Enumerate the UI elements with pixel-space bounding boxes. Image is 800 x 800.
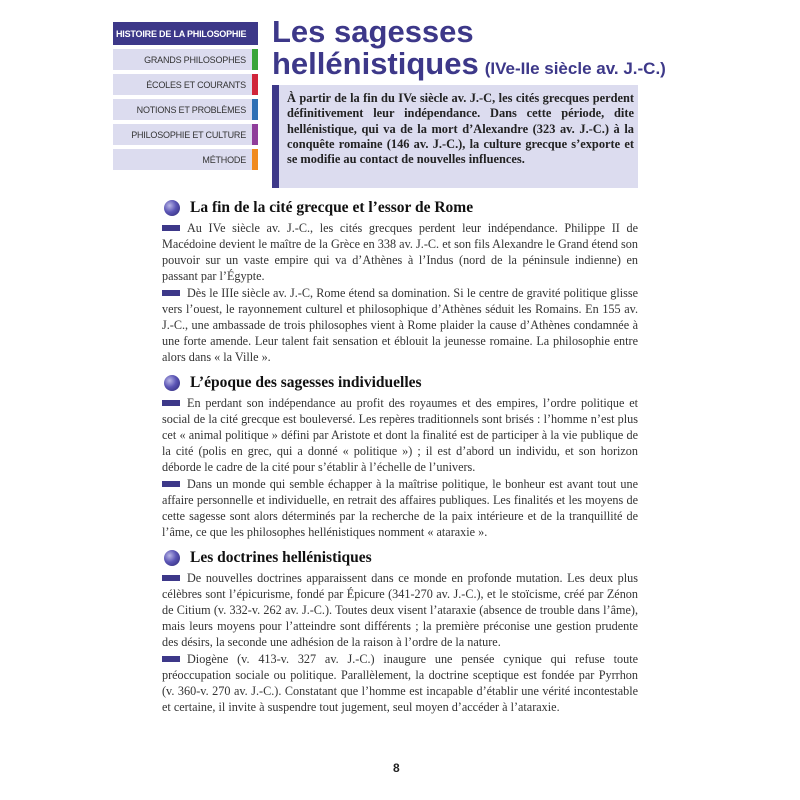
main-content: [162, 190, 638, 716]
nav-item-label: GRANDS PHILOSOPHES: [144, 54, 246, 65]
section-title: La fin de la cité grecque et l’essor de Rome: [190, 199, 474, 216]
sphere-bullet-icon: [164, 200, 180, 216]
nav-color-tab: [252, 99, 258, 120]
nav-item-ecoles[interactable]: [113, 74, 258, 95]
paragraph: [162, 476, 638, 540]
nav-item-methode[interactable]: [113, 149, 258, 170]
title-subtitle: (IVe-IIe siècle av. J.-C.): [484, 59, 666, 78]
chapter-nav: [113, 22, 258, 174]
section-title: Les doctrines hellénistiques: [190, 549, 372, 566]
title-line-2: hellénistiques: [272, 46, 479, 81]
section-heading: [162, 546, 638, 570]
nav-color-tab: [252, 149, 258, 170]
nav-item-label: NOTIONS ET PROBLÈMES: [136, 104, 246, 115]
paragraph: [162, 651, 638, 715]
sphere-bullet-icon: [164, 550, 180, 566]
section-heading: [162, 196, 638, 220]
title-line-1: Les sagesses: [272, 14, 474, 49]
paragraph-text: De nouvelles doctrines apparaissent dans ce monde en profonde mutation. Les deux plus célèbres sont l’épicurisme, fondé par Épicure (341-270 av. J.-C.), et le stoïcisme, créé par Zénon de Citium (v. 332-v. 262 av. J.-C.). Toutes deux visent l’ataraxie (absence de trouble dans l’âme), mais leurs moyens pour l’atteindre sont différents ; la première préconise une gestion prudente des désirs, la seconde une adhésion de la raison à l’ordre de la nature.: [162, 571, 638, 649]
nav-item-philosophie-culture[interactable]: [113, 124, 258, 145]
intro-box: [272, 85, 638, 188]
intro-text: À partir de la fin du IVe siècle av. J.-C, les cités grecques perdent définitivement leur indépendance. Dans cette période, dite hellénistique, qui va de la mort d’Alexandre (323 av. J.-C.) à la conquête romaine (146 av. J.-C.), la culture grecque s’exporte et se modifie au contact de nouvelles influences.: [287, 91, 634, 167]
page-title: [272, 16, 672, 80]
paragraph-marker-icon: [162, 290, 180, 296]
nav-item-notions[interactable]: [113, 99, 258, 120]
nav-item-label: PHILOSOPHIE ET CULTURE: [131, 129, 246, 140]
nav-item-grands-philosophes[interactable]: [113, 49, 258, 70]
section: [162, 371, 638, 540]
paragraph-marker-icon: [162, 400, 180, 406]
paragraph: [162, 285, 638, 365]
nav-color-tab: [252, 74, 258, 95]
nav-item-label: ÉCOLES ET COURANTS: [146, 79, 246, 90]
paragraph-marker-icon: [162, 225, 180, 231]
paragraph-marker-icon: [162, 481, 180, 487]
page-number: 8: [393, 761, 400, 775]
paragraph: [162, 570, 638, 650]
paragraph-text: En perdant son indépendance au profit des royaumes et des empires, l’ordre politique et social de la cité grecque est bouleversé. Les repères traditionnels sont brisés : l’homme n’est plus cet « animal politique » défini par Aristote et dont la finalité est de participer à la vie publique de la cité (polis en grec, qui a donné « politique ») ; il est d’abord un individu, et son horizon déborde le cadre de la cité pour s’établir à l’échelle de l’univers.: [162, 396, 638, 474]
paragraph-text: Au IVe siècle av. J.-C., les cités grecques perdent leur indépendance. Philippe II de Macédoine devient le maître de la Grèce en 338 av. J.-C. et son fils Alexandre le Grand étend son pouvoir sur un vaste empire qui va d’Athènes à l’Indus (nord de la péninsule indienne) en passant par l’Égypte.: [162, 221, 638, 283]
paragraph: [162, 395, 638, 475]
paragraph-text: Diogène (v. 413-v. 327 av. J.-C.) inaugure une pensée cynique qui refuse toute préoccupation sociale ou politique. Parallèlement, la doctrine sceptique est fondée par Pyrrhon (v. 360-v. 270 av. J.-C.). Constatant que l’homme est incapable d’établir une vérité incontestable et certaine, il invite à suspendre tout jugement, seul moyen d’accéder à l’ataraxie.: [162, 652, 638, 714]
paragraph-text: Dès le IIIe siècle av. J.-C, Rome étend sa domination. Si le centre de gravité politique glisse vers l’ouest, le rayonnement culturel et philosophique d’Athènes séduit les Romains. En 155 av. J.-C., une ambassade de trois philosophes vient à Rome plaider la cause d’Athènes condamnée à une forte amende. Leur talent fait sensation et éblouit la jeunesse romaine. La philosophie entre alors dans « la Ville ».: [162, 286, 638, 364]
nav-item-label: HISTOIRE DE LA PHILOSOPHIE: [116, 28, 247, 39]
paragraph-marker-icon: [162, 656, 180, 662]
section-title: L’époque des sagesses individuelles: [190, 374, 422, 391]
sphere-bullet-icon: [164, 375, 180, 391]
nav-color-tab: [252, 49, 258, 70]
nav-item-histoire[interactable]: [113, 22, 258, 45]
paragraph-text: Dans un monde qui semble échapper à la maîtrise politique, le bonheur est avant tout une affaire personnelle et individuelle, en retrait des affaires publiques. Les finalités et les moyens de cette sagesse sont alors déterminés par la recherche de la paix intérieure et de la tranquillité de l’âme, ce que les philosophes hellénistiques nomment « ataraxie ».: [162, 477, 638, 539]
nav-item-label: MÉTHODE: [202, 154, 246, 165]
nav-color-tab: [252, 124, 258, 145]
paragraph: [162, 220, 638, 284]
section-heading: [162, 371, 638, 395]
paragraph-marker-icon: [162, 575, 180, 581]
section: [162, 196, 638, 365]
section: [162, 546, 638, 715]
